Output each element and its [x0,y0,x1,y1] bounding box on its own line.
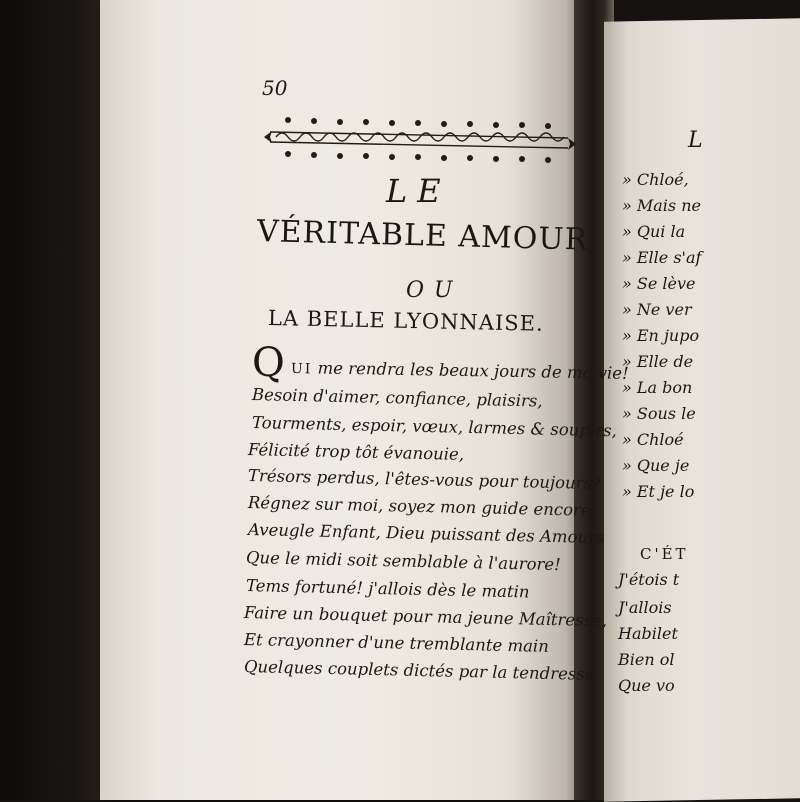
page-number: 50 [262,76,288,100]
page-title: VÉRITABLE AMOUR, [256,214,600,258]
verse-line: Et crayonner d'une tremblante main [243,630,550,656]
ornament-icon [262,108,578,164]
first-line-text: me rendra les beaux jours de ma vie! [312,358,629,383]
quoted-line: » Qui la [622,222,686,241]
verse-line: Tourments, espoir, vœux, larmes & soupirs, [251,413,618,441]
right-page-header: L [688,128,703,153]
verse-line: Que le midi soit semblable à l'aurore! [245,548,562,575]
first-line-caps: UI [290,361,313,378]
verse-line: Trésors perdus, l'êtes-vous pour toujours? [247,466,602,494]
quoted-line: » Elle s'af [622,248,702,267]
verse-line: Faire un bouquet pour ma jeune Maîtresse, [243,603,608,631]
quoted-line: » Que je [622,456,690,475]
quoted-line: » Elle de [622,352,694,371]
page-subtitle: LA BELLE LYONNAISE. [267,306,544,336]
title-ou: OU [406,278,463,303]
verse-line: Quelques couplets dictés par la tendresse. [243,657,600,685]
verse-line: Bien ol [618,650,675,669]
section-caps: C'ÉT [640,545,689,563]
quoted-line: » Sous le [622,404,696,423]
verse-line: Que vo [618,676,675,695]
verse-line: Besoin d'aimer, confiance, plaisirs, [251,385,543,411]
quoted-line: » Chloé, [622,170,689,189]
verse-line: Tems fortuné! j'allois dès le matin [245,576,530,602]
quoted-line: » Chloé [622,430,684,449]
quoted-line: » Ne ver [622,300,692,319]
quoted-line: » Et je lo [622,482,695,501]
drop-cap: Q [252,340,285,386]
verse-line: Félicité trop tôt évanouie, [247,440,465,464]
title-le: LE [386,172,451,210]
verse-line: J'étois t [618,570,680,589]
quoted-line: » En jupo [622,326,700,345]
verse-line: Habilet [618,624,678,643]
background-left [0,0,110,800]
quoted-line: » La bon [622,378,693,397]
verse-line: J'allois [618,598,672,617]
quoted-line: » Se lève [622,274,696,293]
verse-line: Régnez sur moi, soyez mon guide encore, [247,493,597,520]
quoted-line: » Mais ne [622,196,701,215]
verse-line: Aveugle Enfant, Dieu puissant des Amours [247,520,605,548]
